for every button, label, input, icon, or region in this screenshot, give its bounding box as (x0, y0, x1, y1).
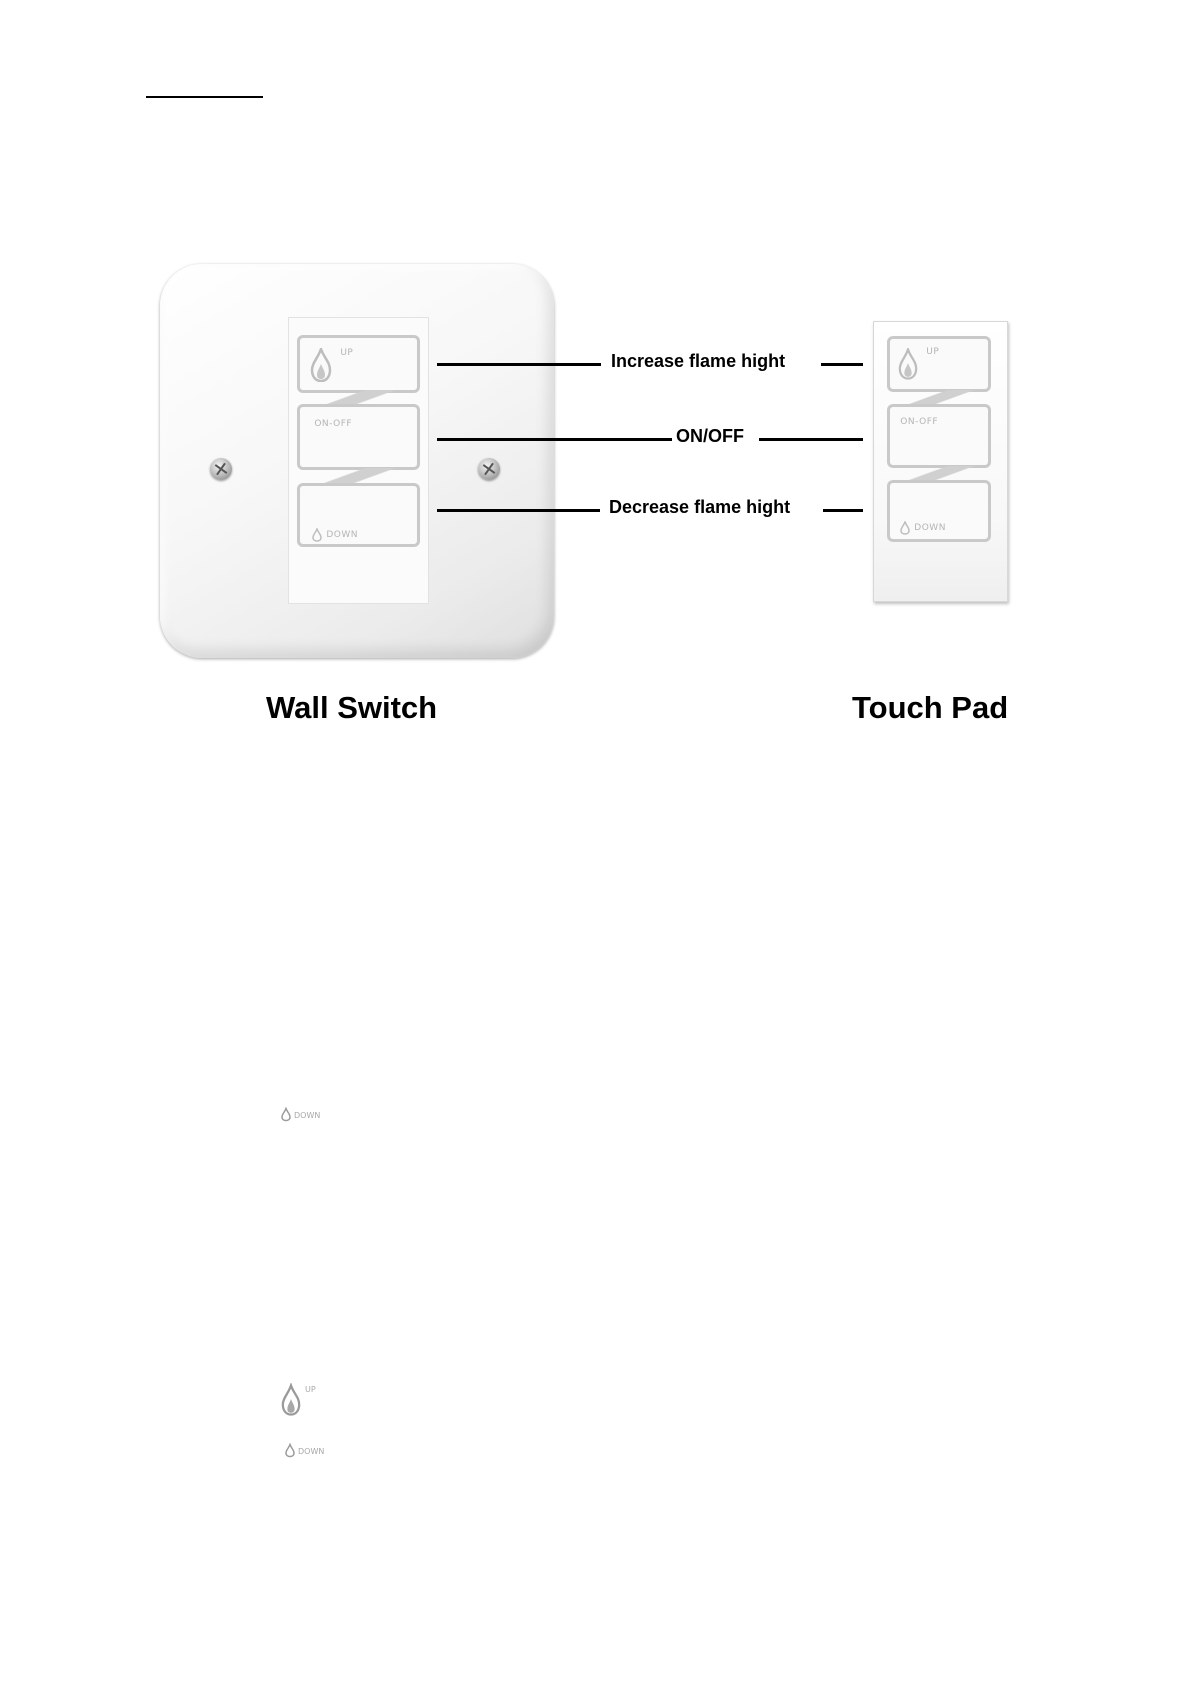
leader-line (821, 363, 863, 366)
screw-icon (478, 458, 500, 480)
heading-rule (146, 96, 263, 98)
callout-increase: Increase flame hight (611, 351, 786, 371)
down-label: DOWN (326, 530, 358, 540)
flame-icon (312, 528, 322, 542)
up-label: UP (340, 348, 354, 358)
leader-line (759, 438, 863, 441)
down-label: DOWN (298, 1447, 325, 1456)
flame-icon (900, 521, 910, 535)
wall-switch-down-button[interactable] (297, 483, 419, 547)
wall-switch-up-button[interactable] (297, 335, 419, 393)
onoff-label: ON-OFF (314, 419, 353, 429)
wall-switch-onoff-button[interactable] (297, 404, 419, 470)
wall-switch (160, 264, 554, 658)
divider (297, 468, 419, 484)
leader-line (437, 509, 600, 512)
callout-onoff: ON/OFF (676, 426, 744, 446)
touch-pad-onoff-button[interactable] (887, 404, 991, 468)
touch-pad (873, 321, 1008, 602)
wall-switch-button-panel (288, 317, 429, 604)
touch-pad-down-button[interactable] (887, 480, 991, 542)
caption-touch-pad: Touch Pad (852, 690, 1009, 725)
flame-icon (898, 348, 918, 380)
down-label: DOWN (914, 523, 946, 533)
up-label: UP (305, 1385, 316, 1394)
up-label: UP (926, 347, 940, 357)
leader-line (437, 363, 601, 366)
flame-icon (281, 1383, 301, 1417)
flame-icon (285, 1443, 295, 1458)
flame-icon (310, 348, 332, 382)
leader-line (823, 509, 863, 512)
leader-line (437, 438, 672, 441)
callout-decrease: Decrease flame hight (609, 497, 791, 517)
onoff-label: ON-OFF (900, 417, 939, 427)
down-label: DOWN (294, 1111, 321, 1120)
caption-wall-switch: Wall Switch (266, 690, 438, 725)
touch-pad-up-button[interactable] (887, 336, 991, 392)
screw-icon (210, 458, 232, 480)
flame-icon (281, 1107, 291, 1122)
